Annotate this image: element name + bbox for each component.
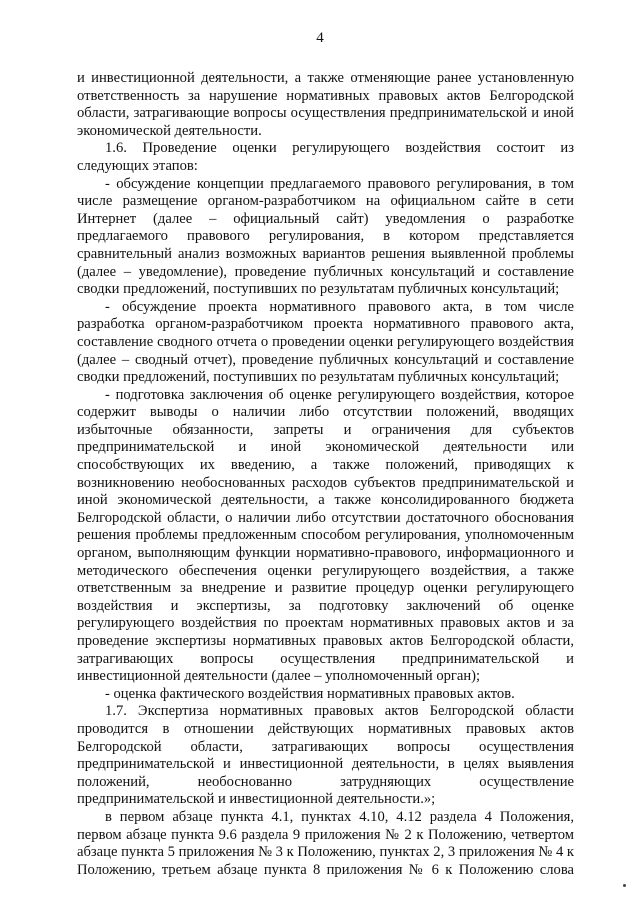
paragraph-continuation: и инвестиционной деятельности, а также отменяющие ранее установленную ответственность за нарушение нормативных правовых актов Белгородской области, затрагивающие вопросы осуществления предпринимательской и иной экономической деятельности. — [77, 70, 574, 139]
paragraph-1-7: 1.7. Экспертиза нормативных правовых актов Белгородской области проводится в отношении действующих нормативных правовых актов Белгородской области, затрагивающих вопросы осуществления предпринимательской и инвестиционной деятельности, в целях выявления положений, необоснованно затрудняющих осуществление предпринимательской и инвестиционной деятельности.»; — [77, 703, 574, 808]
page-number: 4 — [316, 30, 324, 46]
document-body — [77, 70, 574, 879]
paragraph-1-6: 1.6. Проведение оценки регулирующего воздействия состоит из следующих этапов: — [77, 140, 574, 174]
paragraph-amendments: в первом абзаце пункта 4.1, пунктах 4.10, 4.12 раздела 4 Положения, первом абзаце пункта 9.6 раздела 9 приложения № 2 к Положению, четвертом абзаце пункта 5 приложения № 3 к Положению, пунктах 2, 3 приложения № 4 к Положению, третьем абзаце пункта 8 приложения № 6 к Положению слова — [77, 808, 574, 878]
scan-dot-mark — [623, 884, 626, 887]
paragraph-draft-discussion: - обсуждение проекта нормативного правового акта, в том числе разработка органом-разработчиком проекта нормативного правового акта, составление сводного отчета о проведении оценки регулирующего воздействия (далее – сводный отчет), проведение публичных консультаций и составление сводки предложений, поступивших по результатам публичных консультаций; — [77, 298, 574, 386]
paragraph-conclusion-preparation: - подготовка заключения об оценке регулирующего воздействия, которое содержит выводы о наличии либо отсутствии положений, вводящих избыточные обязанности, запреты и ограничения для субъектов предпринимательской и иной экономической деятельности или способствующих их введению, а также положений, приводящих к возникновению необоснованных расходов субъектов предпринимательской и иной экономической деятельности, а также консолидированного бюджета Белгородской области, о наличии либо отсутствии достаточного обоснования решения проблемы предложенным способом регулирования, уполномоченным органом, выполняющим функции нормативно-правового, информационного и методического обеспечения оценки регулирующего воздействия, а также ответственным за внедрение и развитие процедур оценки регулирующего воздействия и экспертизы, за подготовку заключений об оценке регулирующего воздействия по проектам нормативных правовых актов и за проведение экспертизы нормативных правовых актов Белгородской области, затрагивающих вопросы осуществления предпринимательской и инвестиционной деятельности (далее – уполномоченный орган); — [77, 386, 574, 685]
paragraph-concept-discussion: - обсуждение концепции предлагаемого правового регулирования, в том числе размещение органом-разработчиком на официальном сайте в сети Интернет (далее – официальный сайт) уведомления о разработке предлагаемого правового регулирования, в котором представляется сравнительный анализ возможных вариантов решения выявленной проблемы (далее – уведомление), проведение публичных консультаций и составление сводки предложений, поступивших по результатам публичных консультаций; — [77, 175, 574, 298]
paragraph-actual-impact: - оценка фактического воздействия нормативных правовых актов. — [105, 685, 515, 702]
